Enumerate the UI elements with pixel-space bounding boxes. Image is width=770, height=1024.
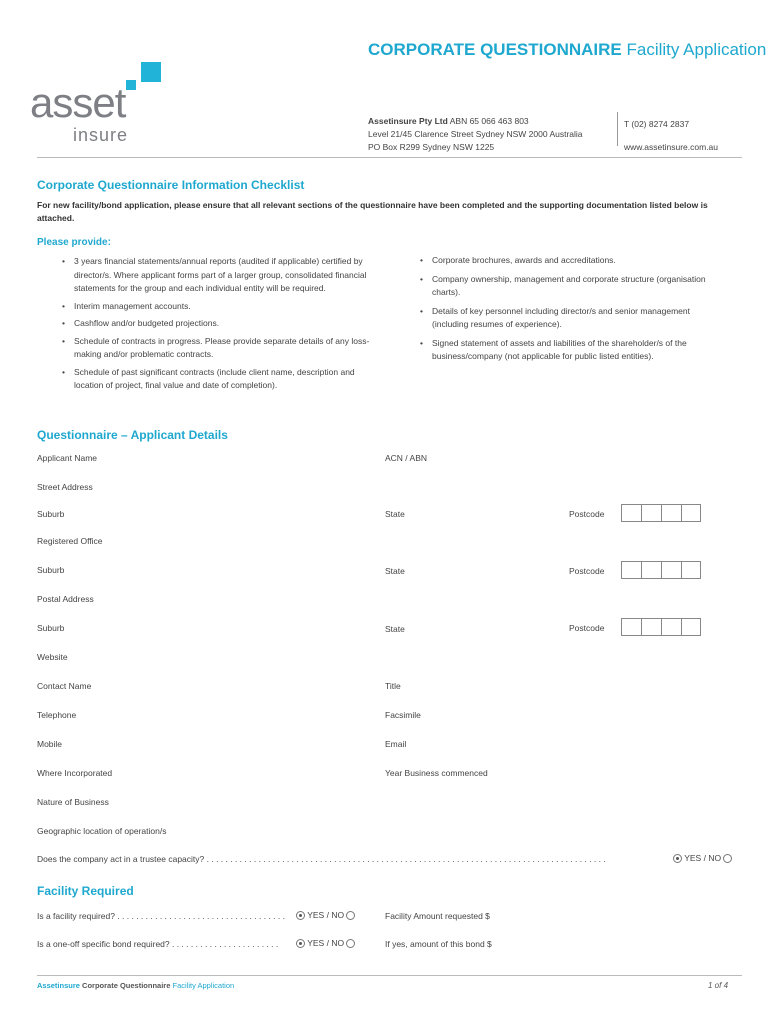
bond-amount-field[interactable]: If yes, amount of this bond $ [385, 939, 492, 949]
slash-separator: / [326, 910, 329, 920]
please-provide-heading: Please provide: [37, 237, 111, 248]
facility-amount-field[interactable]: Facility Amount requested $ [385, 911, 490, 921]
registered-office-field[interactable]: Registered Office [37, 536, 103, 546]
street-address-field[interactable]: Street Address [37, 482, 93, 492]
bond-yes-radio[interactable] [296, 939, 305, 948]
company-details [368, 115, 583, 154]
list-item: • Details of key personnel including director/s and senior management (including resumes of experience). [418, 305, 728, 332]
postal-address-field[interactable]: Postal Address [37, 594, 94, 604]
state-field[interactable]: State [385, 566, 405, 576]
postcode-label: Postcode [569, 623, 605, 633]
yes-label: YES [684, 853, 702, 863]
email-field[interactable]: Email [385, 739, 407, 749]
suburb-field[interactable]: Suburb [37, 623, 65, 633]
company-website[interactable]: www.assetinsure.com.au [624, 142, 719, 152]
list-item: • Schedule of contracts in progress. Please provide separate details of any loss-making and/or problematic contracts. [60, 335, 375, 362]
logo-word-insure: insure [73, 125, 129, 145]
yes-label: YES [307, 938, 325, 948]
where-incorporated-field[interactable]: Where Incorporated [37, 768, 113, 778]
suburb-field[interactable]: Suburb [37, 509, 65, 519]
year-commenced-field[interactable]: Year Business commenced [385, 768, 488, 778]
no-label: NO [331, 910, 345, 920]
facility-no-radio[interactable] [346, 911, 355, 920]
no-label: NO [331, 938, 345, 948]
trustee-options [673, 853, 732, 863]
state-field[interactable]: State [385, 624, 405, 634]
footer-rule [37, 975, 742, 976]
bond-required-question: Is a one-off specific bond required? . . . . . . . . . . . . . . . . . . . . . . . [37, 939, 279, 949]
footer-brand: Assetinsure [37, 981, 80, 990]
list-item: • Signed statement of assets and liabilities of the shareholder/s of the business/company (not applicable for public listed entities). [418, 337, 728, 364]
facsimile-field[interactable]: Facsimile [385, 710, 421, 720]
footer-text [37, 981, 234, 990]
state-field[interactable]: State [385, 509, 405, 519]
facility-required-question: Is a facility required? . . . . . . . . . . . . . . . . . . . . . . . . . . . . . . . . . . . . [37, 911, 285, 921]
company-address-2: PO Box R299 Sydney NSW 1225 [368, 142, 495, 152]
nature-of-business-field[interactable]: Nature of Business [37, 797, 109, 807]
postcode-input[interactable] [621, 504, 701, 522]
applicant-heading: Questionnaire – Applicant Details [37, 428, 228, 442]
trustee-yes-radio[interactable] [673, 854, 682, 863]
mobile-field[interactable]: Mobile [37, 739, 63, 749]
suburb-field[interactable]: Suburb [37, 565, 65, 575]
acn-abn-field[interactable]: ACN / ABN [385, 453, 428, 463]
list-item: • Cashflow and/or budgeted projections. [60, 317, 375, 331]
bond-no-radio[interactable] [346, 939, 355, 948]
title-rest: Facility Application [626, 40, 767, 59]
company-name: Assetinsure Pty Ltd [368, 116, 448, 126]
trustee-question: Does the company act in a trustee capacity? . . . . . . . . . . . . . . . . . . . . . . . . . . . . . . . . . . . . . . . . . . . . . . . . . . . . . . . . . . . . . . . . . . . . . . . . . . . . . . . . . . . . . [37, 854, 606, 864]
checklist-left-list [60, 255, 375, 397]
contact-name-field[interactable]: Contact Name [37, 681, 92, 691]
list-item: • Corporate brochures, awards and accreditations. [418, 254, 728, 268]
facility-yes-radio[interactable] [296, 911, 305, 920]
geographic-location-field[interactable]: Geographic location of operation/s [37, 826, 167, 836]
facility-heading: Facility Required [37, 884, 134, 898]
header-rule [37, 157, 742, 158]
list-item: • 3 years financial statements/annual reports (audited if applicable) certified by director/s. Where applicant forms part of a larger group, consolidated financial statements for the group and each individual entity will be required. [60, 255, 375, 296]
website-field[interactable]: Website [37, 652, 68, 662]
page-number: 1 of 4 [708, 981, 729, 990]
telephone-field[interactable]: Telephone [37, 710, 77, 720]
applicant-name-field[interactable]: Applicant Name [37, 453, 98, 463]
trustee-no-radio[interactable] [723, 854, 732, 863]
postcode-input[interactable] [621, 618, 701, 636]
company-address-1: Level 21/45 Clarence Street Sydney NSW 2000 Australia [368, 129, 583, 139]
facility-options [296, 910, 355, 920]
list-item: • Interim management accounts. [60, 300, 375, 314]
slash-separator: / [703, 853, 706, 863]
bond-options [296, 938, 355, 948]
yes-label: YES [307, 910, 325, 920]
company-abn: ABN 65 066 463 803 [449, 116, 529, 126]
checklist-heading: Corporate Questionnaire Information Checklist [37, 178, 305, 192]
logo-word-asset: asset [30, 79, 126, 126]
postcode-label: Postcode [569, 566, 605, 576]
postcode-label: Postcode [569, 509, 605, 519]
footer-rest: Facility Application [172, 981, 235, 990]
logo-square-small [126, 80, 136, 90]
document-title [368, 40, 766, 60]
company-phone: T (02) 8274 2837 [624, 119, 690, 129]
list-item: • Company ownership, management and corporate structure (organisation charts). [418, 273, 728, 300]
no-label: NO [708, 853, 722, 863]
footer-doc: Corporate Questionnaire [82, 981, 171, 990]
title-bold: CORPORATE QUESTIONNAIRE [368, 40, 622, 59]
postcode-input[interactable] [621, 561, 701, 579]
checklist-right-list [418, 254, 728, 368]
slash-separator: / [326, 938, 329, 948]
logo-square-large [141, 62, 161, 82]
checklist-intro: For new facility/bond application, please ensure that all relevant sections of the questionnaire have been completed and the supporting documentation listed below is attached. [37, 200, 708, 223]
title-field[interactable]: Title [385, 681, 401, 691]
contact-details [624, 113, 718, 159]
list-item: • Schedule of past significant contracts (include client name, description and location of project, final value and date of completion). [60, 366, 375, 393]
header-divider [617, 112, 618, 146]
